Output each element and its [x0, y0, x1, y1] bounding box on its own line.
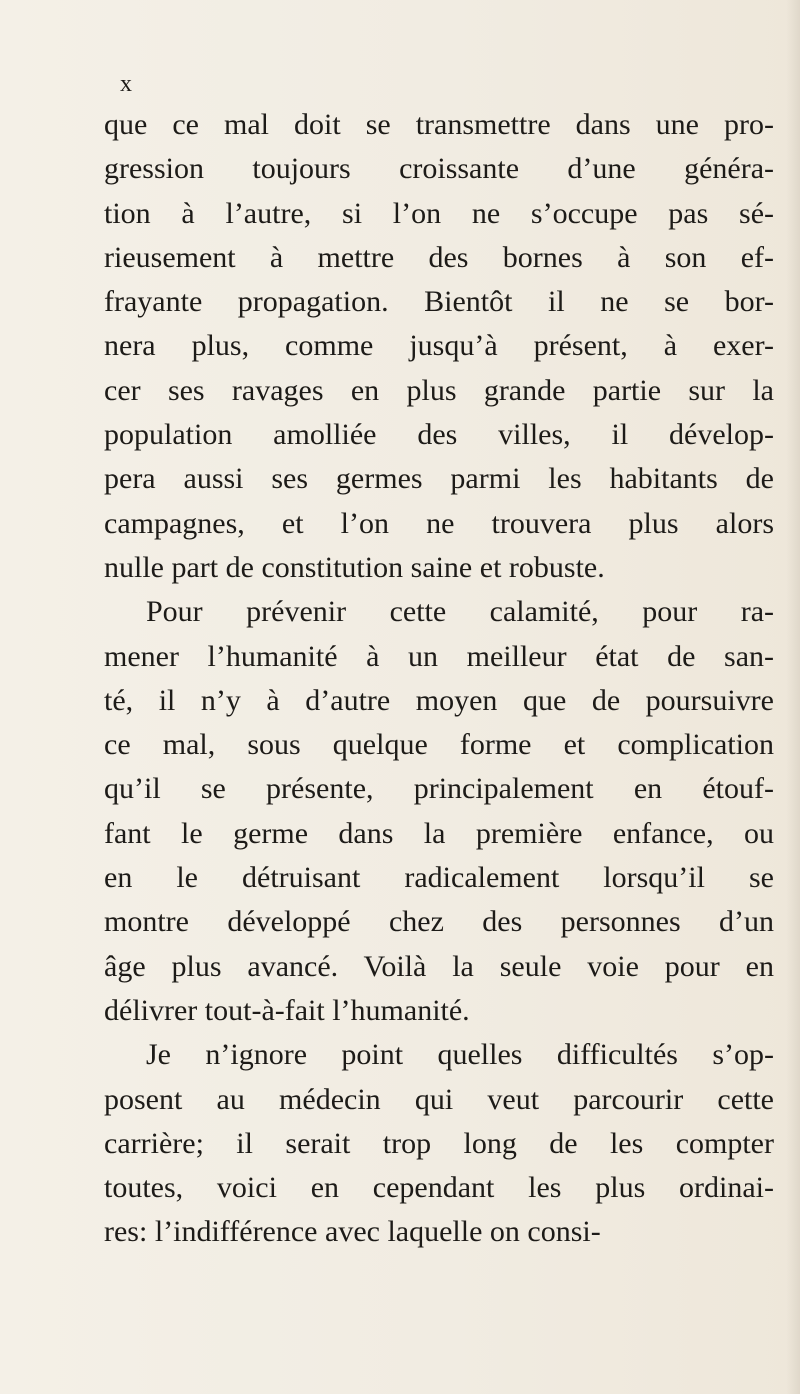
text-line: res: l’indifférence avec laquelle on consi- — [104, 1215, 601, 1249]
text-line: nulle part de constitution saine et robuste. — [104, 550, 605, 584]
text-line: Pour prévenir cette calamité, pour ra- — [146, 595, 774, 629]
text-line: que ce mal doit se transmettre dans une pro- — [104, 108, 774, 141]
text-line: té, il n’y à d’autre moyen que de poursuivre — [104, 683, 774, 717]
text-line: tion à l’autre, si l’on ne s’occupe pas sé- — [104, 196, 774, 230]
text-line: montre développé chez des personnes d’un — [104, 905, 774, 939]
text-line: frayante propagation. Bientôt il ne se bor- — [104, 285, 774, 319]
text-line: Je n’ignore point quelles difficultés s’op- — [146, 1038, 774, 1072]
paragraph-3 — [104, 1033, 774, 1254]
text-line: pera aussi ses germes parmi les habitants de — [104, 462, 774, 496]
text-line: rieusement à mettre des bornes à son ef- — [104, 240, 774, 274]
paragraph-1 — [104, 103, 774, 590]
text-line: nera plus, comme jusqu’à présent, à exer- — [104, 329, 774, 363]
text-line: âge plus avancé. Voilà la seule voie pour en — [104, 949, 774, 983]
text-line: posent au médecin qui veut parcourir cette — [104, 1082, 774, 1116]
page-edge-shadow — [786, 0, 800, 1394]
text-line: cer ses ravages en plus grande partie sur la — [104, 373, 774, 407]
text-line: campagnes, et l’on ne trouvera plus alors — [104, 506, 774, 540]
text-line: qu’il se présente, principalement en étouf- — [104, 772, 774, 806]
text-line: fant le germe dans la première enfance, ou — [104, 816, 774, 850]
text-line: population amolliée des villes, il dévelop- — [104, 418, 774, 452]
text-line: toutes, voici en cependant les plus ordinai- — [104, 1171, 774, 1205]
text-line: en le détruisant radicalement lorsqu’il se — [104, 861, 774, 895]
body-text — [104, 103, 774, 1255]
text-line: mener l’humanité à un meilleur état de san- — [104, 639, 774, 673]
text-line: gression toujours croissante d’une généra- — [104, 152, 774, 186]
page-folio: x — [120, 71, 132, 97]
paragraph-2 — [104, 590, 774, 1033]
text-line: ce mal, sous quelque forme et complication — [104, 728, 774, 762]
text-line: délivrer tout-à-fait l’humanité. — [104, 993, 470, 1027]
text-line: carrière; il serait trop long de les compter — [104, 1126, 774, 1160]
